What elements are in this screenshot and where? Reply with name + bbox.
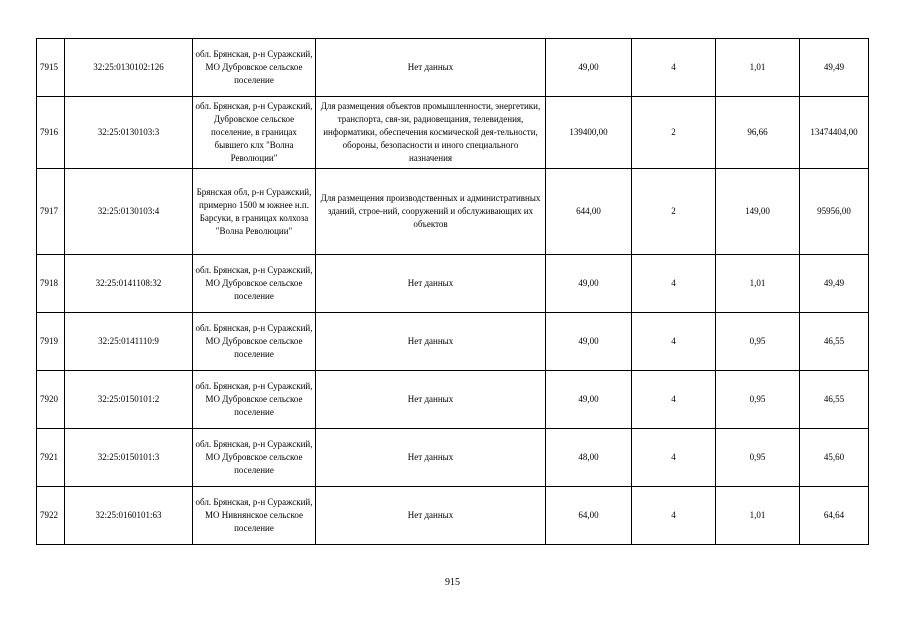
row-number: 7921 (37, 429, 65, 487)
row-number: 7922 (37, 487, 65, 545)
cadastral-value: 95956,00 (800, 169, 869, 255)
group-number: 2 (632, 97, 716, 169)
specific-value: 1,01 (716, 255, 800, 313)
table-row (37, 313, 869, 371)
permitted-use: Нет данных (316, 255, 546, 313)
plot-address: обл. Брянская, р-н Суражский, МО Нивнянское сельское поселение (193, 487, 316, 545)
specific-value: 0,95 (716, 429, 800, 487)
cadastral-number: 32:25:0150101:2 (65, 371, 193, 429)
plot-area: 49,00 (546, 255, 632, 313)
plot-address: обл. Брянская, р-н Суражский, МО Дубровское сельское поселение (193, 429, 316, 487)
cadastral-value: 64,64 (800, 487, 869, 545)
specific-value: 96,66 (716, 97, 800, 169)
plot-area: 49,00 (546, 39, 632, 97)
plot-address: Брянская обл, р-н Суражский, примерно 1500 м южнее н.п. Барсуки, в границах колхоза "Волна Революции" (193, 169, 316, 255)
cadastral-number: 32:25:0141110:9 (65, 313, 193, 371)
cadastral-value: 49,49 (800, 255, 869, 313)
plot-address: обл. Брянская, р-н Суражский, МО Дубровское сельское поселение (193, 371, 316, 429)
permitted-use: Нет данных (316, 429, 546, 487)
row-number: 7918 (37, 255, 65, 313)
plot-area: 48,00 (546, 429, 632, 487)
specific-value: 1,01 (716, 39, 800, 97)
cadastral-number: 32:25:0160101:63 (65, 487, 193, 545)
row-number: 7917 (37, 169, 65, 255)
plot-area: 644,00 (546, 169, 632, 255)
cadastral-number: 32:25:0130102:126 (65, 39, 193, 97)
permitted-use: Нет данных (316, 39, 546, 97)
permitted-use: Нет данных (316, 313, 546, 371)
cadastral-number: 32:25:0130103:4 (65, 169, 193, 255)
page-number: 915 (445, 577, 460, 588)
specific-value: 1,01 (716, 487, 800, 545)
plot-area: 49,00 (546, 371, 632, 429)
cadastral-number: 32:25:0141108:32 (65, 255, 193, 313)
specific-value: 0,95 (716, 313, 800, 371)
cadastral-number: 32:25:0130103:3 (65, 97, 193, 169)
plot-address: обл. Брянская, р-н Суражский, МО Дубровское сельское поселение (193, 39, 316, 97)
group-number: 4 (632, 39, 716, 97)
plot-address: обл. Брянская, р-н Суражский, Дубровское сельское поселение, в границах бывшего клх "Волна Революции" (193, 97, 316, 169)
row-number: 7916 (37, 97, 65, 169)
group-number: 4 (632, 429, 716, 487)
specific-value: 0,95 (716, 371, 800, 429)
table-row (37, 371, 869, 429)
group-number: 4 (632, 371, 716, 429)
permitted-use: Для размещения производственных и административных зданий, строе-ний, сооружений и обслуживающих их объектов (316, 169, 546, 255)
group-number: 4 (632, 313, 716, 371)
row-number: 7920 (37, 371, 65, 429)
permitted-use: Для размещения объектов промышленности, энергетики, транспорта, свя-зи, радиовещания, телевидения, информатики, обеспечения космической дея-тельности, обороны, безопасности и иного специального назначения (316, 97, 546, 169)
group-number: 2 (632, 169, 716, 255)
plot-area: 139400,00 (546, 97, 632, 169)
plot-address: обл. Брянская, р-н Суражский, МО Дубровское сельское поселение (193, 255, 316, 313)
group-number: 4 (632, 255, 716, 313)
plot-address: обл. Брянская, р-н Суражский, МО Дубровское сельское поселение (193, 313, 316, 371)
row-number: 7915 (37, 39, 65, 97)
table-row (37, 487, 869, 545)
plot-area: 64,00 (546, 487, 632, 545)
table-row (37, 97, 869, 169)
table-row (37, 39, 869, 97)
group-number: 4 (632, 487, 716, 545)
row-number: 7919 (37, 313, 65, 371)
cadastral-value: 49,49 (800, 39, 869, 97)
permitted-use: Нет данных (316, 487, 546, 545)
specific-value: 149,00 (716, 169, 800, 255)
table-row (37, 429, 869, 487)
permitted-use: Нет данных (316, 371, 546, 429)
cadastral-value: 45,60 (800, 429, 869, 487)
table-row (37, 169, 869, 255)
plot-area: 49,00 (546, 313, 632, 371)
cadastral-value: 46,55 (800, 313, 869, 371)
cadastral-value: 46,55 (800, 371, 869, 429)
table-row (37, 255, 869, 313)
cadastral-value: 13474404,00 (800, 97, 869, 169)
land-plots-table (36, 38, 869, 545)
cadastral-number: 32:25:0150101:3 (65, 429, 193, 487)
